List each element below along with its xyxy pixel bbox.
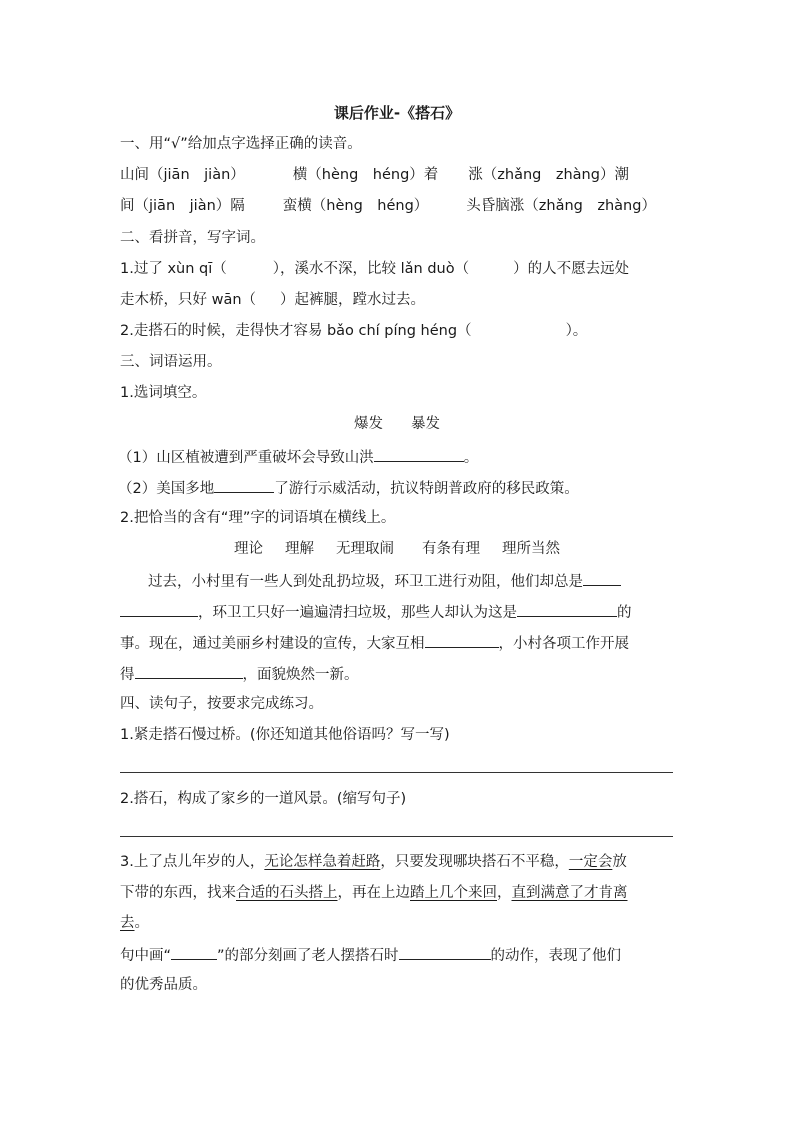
part3-heading: 三、词语运用。 xyxy=(120,354,222,370)
fill-blank[interactable] xyxy=(120,601,198,617)
underlined-phrase: 合适的石头搭上 xyxy=(236,885,338,901)
fill-blank[interactable] xyxy=(583,570,621,586)
part4-q1: 1.紧走搭石慢过桥。(你还知道其他俗语吗？写一写) xyxy=(120,727,450,743)
fill-blank[interactable] xyxy=(135,663,243,679)
pinyin-item: 间（jiān jiàn）隔 xyxy=(120,198,245,214)
fill-blank[interactable] xyxy=(517,601,617,617)
part2-q1-line1: 1.过了 xùn qī（ ），溪水不深，比较 lǎn duò（ ）的人不愿去远处 xyxy=(120,261,630,277)
page-title: 课后作业-《搭石》 xyxy=(333,104,461,122)
underlined-phrase: 一定会 xyxy=(568,854,613,870)
paragraph-line2: ，环卫工只好一遍遍清扫垃圾，那些人却认为这是 的 xyxy=(120,601,632,623)
fill-blank[interactable] xyxy=(214,477,274,493)
part2-heading: 二、看拼音，写字词。 xyxy=(120,230,265,246)
part4-q3-question-end: 的优秀品质。 xyxy=(120,977,207,993)
paragraph-line4: 得 ，面貌焕然一新。 xyxy=(120,663,359,685)
part4-q2: 2.搭石，构成了家乡的一道风景。(缩写句子) xyxy=(120,791,407,807)
underlined-phrase: 去 xyxy=(120,915,135,931)
part1-row1 xyxy=(120,165,629,185)
underlined-phrase: 踏上几个来回 xyxy=(410,885,497,901)
answer-line[interactable] xyxy=(120,772,673,773)
pinyin-item: 横（hèng héng）着 xyxy=(292,167,439,183)
answer-line[interactable] xyxy=(120,836,673,837)
part3-sub2: 2.把恰当的含有“理”字的词语填在横线上。 xyxy=(120,510,396,526)
part2-q2: 2.走搭石的时候，走得快才容易 bǎo chí píng héng（ ）。 xyxy=(120,323,588,339)
pinyin-item: 头昏脑涨（zhǎng zhàng） xyxy=(466,198,656,214)
word-option: 无理取闹 xyxy=(336,541,394,557)
part4-q3-question: 句中画“ ”的部分刻画了老人摆搭石时 的动作，表现了他们 xyxy=(120,944,621,966)
paragraph-line1: 过去，小村里有一些人到处乱扔垃圾，环卫工进行劝阻，他们却总是 xyxy=(148,570,621,592)
part4-heading: 四、读句子，按要求完成练习。 xyxy=(120,696,323,712)
fill-blank[interactable] xyxy=(399,944,491,960)
word-option: 理所当然 xyxy=(502,541,560,557)
underlined-phrase: 无论怎样急着赶路 xyxy=(264,854,381,870)
part1-heading: 一、用“√”给加点字选择正确的读音。 xyxy=(120,136,362,152)
part3-s1: （1）山区植被遭到严重破坏会导致山洪 。 xyxy=(118,446,478,468)
paragraph-line3: 事。现在，通过美丽乡村建设的宣传，大家互相 ，小村各项工作开展 xyxy=(120,632,629,654)
fill-blank[interactable] xyxy=(374,446,464,462)
word-option: 有条有理 xyxy=(422,541,480,557)
word-option: 理解 xyxy=(285,541,314,557)
pinyin-item: 涨（zhǎng zhàng）潮 xyxy=(468,167,629,183)
word-option: 理论 xyxy=(234,541,263,557)
pinyin-item: 蛮横（hèng héng） xyxy=(282,198,429,214)
pinyin-item: 山间（jiān jiàn） xyxy=(120,167,245,183)
part4-q3-line2: 下带的东西，找来合适的石头搭上，再在上边踏上几个来回，直到满意了才肯离 xyxy=(120,885,628,901)
word-option: 爆发 xyxy=(354,416,383,432)
word-option: 暴发 xyxy=(411,416,440,432)
part3-s2: （2）美国多地 了游行示威活动，抗议特朗普政府的移民政策。 xyxy=(118,477,579,499)
part4-q3-line1: 3.上了点儿年岁的人，无论怎样急着赶路，只要发现哪块搭石不平稳，一定会放 xyxy=(120,854,627,870)
part4-q3-line3: 去。 xyxy=(120,915,149,931)
underlined-phrase: 直到满意了才肯离 xyxy=(511,885,628,901)
part3-sub1: 1.选词填空。 xyxy=(120,385,207,401)
word-options-1 xyxy=(0,414,794,434)
word-options-2 xyxy=(0,539,794,559)
fill-blank[interactable] xyxy=(425,632,499,648)
part2-q1-line2: 走木桥，只好 wān（ ）起裤腿，蹚水过去。 xyxy=(120,292,426,308)
underline-sample xyxy=(171,944,217,960)
part1-row2 xyxy=(120,196,656,216)
